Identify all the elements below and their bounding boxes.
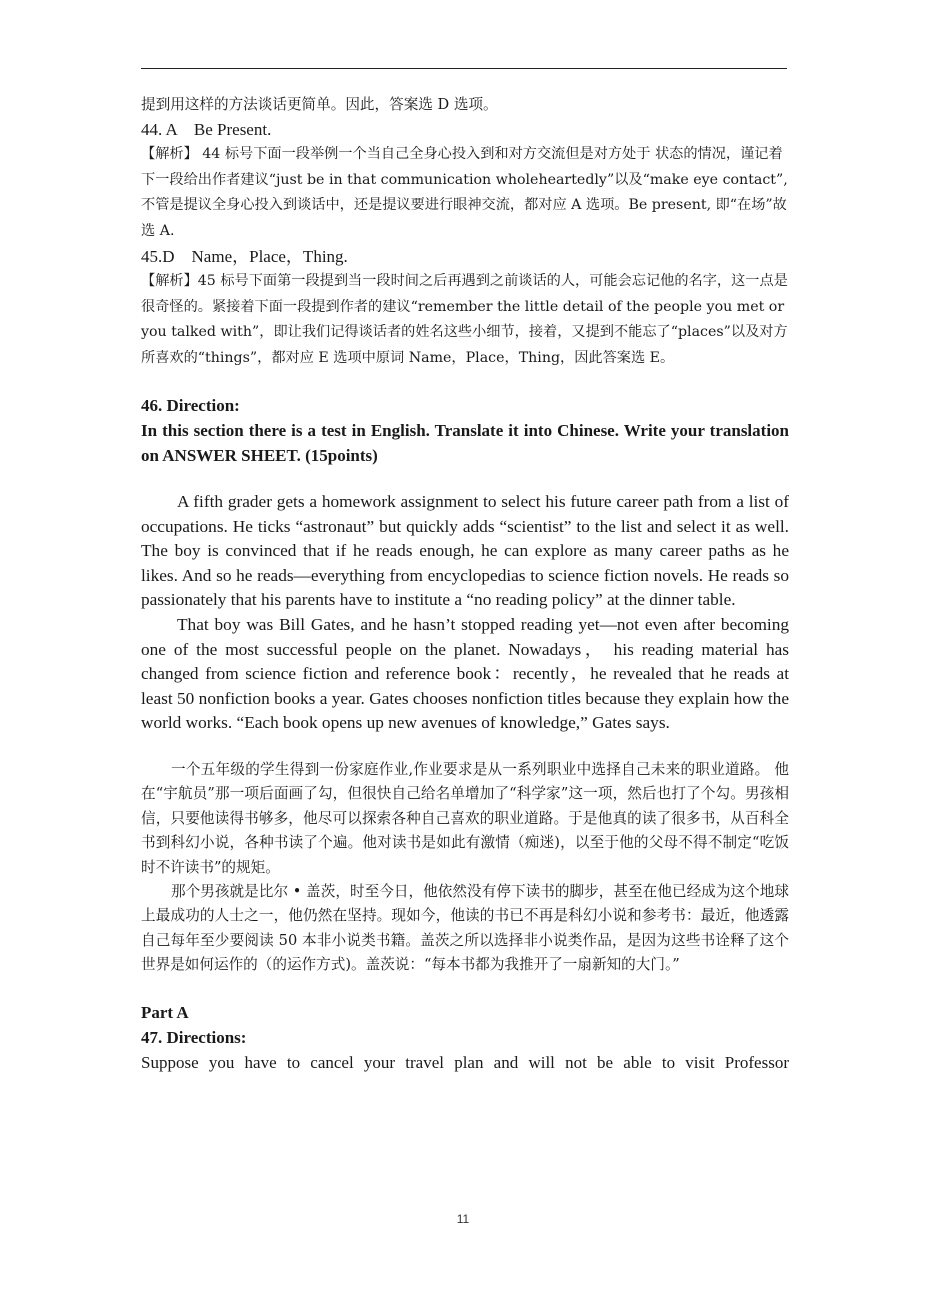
header-rule [141, 68, 787, 69]
analysis-44: 【解析】 44 标号下面一段举例一个当自己全身心投入到和对方交流但是对方处于 状态的情况，谨记着下一段给出作者建议“just be in that communication wholeheartedly”以及“make eye contact”,不管是提议全身心投入到谈话中，还是提议要进行眼神交流，都对应 A 选项。Be present, 即“在场”故选 A. [141, 146, 788, 239]
translation-paragraph-1: 一个五年级的学生得到一份家庭作业,作业要求是从一系列职业中选择自己未来的职业道路。 他在“宇航员”那一项后面画了勾，但很快自己给名单增加了“科学家”这一项，然后也打了个勾。男孩相信，只要他读得书够多，他尽可以探索各种自己喜欢的职业道路。于是他真的读了很多书，从百科全书到科幻小说，各种书读了个遍。他对读书是如此有激情（痴迷)，以至于他的父母不得不制定“吃饭时不许读书”的规矩。 [141, 760, 789, 876]
section-46-title: 46. Direction: [141, 396, 240, 415]
directions-47-title: 47. Directions: [141, 1027, 247, 1047]
translation-paragraph-2: 那个男孩就是比尔 • 盖茨，时至今日，他依然没有停下读书的脚步，甚至在他已经成为这个地球上最成功的人士之一，他仍然在坚持。现如今，他读的书已不再是科幻小说和参考书：最近，他透露自己每年至少要阅读 50 本非小说类书籍。盖茨之所以选择非小说类作品，是因为这些书诠释了这个世界是如何运作的（的运作方式)。盖茨说：“每本书都为我推开了一扇新知的大门。” [141, 882, 789, 974]
section-46-instruction: In this section there is a test in English. Translate it into Chinese. Write your translation on ANSWER SHEET. (15points) [141, 421, 789, 465]
page-number: 11 [456, 1212, 470, 1226]
passage-paragraph-2: That boy was Bill Gates, and he hasn’t stopped reading yet—not even after becoming one of the most successful people on the planet. Nowadays， his reading material has changed from science fiction and reference book：recently，he revealed that he reads at least 50 nonfiction books a year. Gates chooses nonfiction titles because they explain how the world works. “Each book opens up new avenues of knowledge,” Gates says. [141, 614, 789, 733]
passage-paragraph-1: A fifth grader gets a homework assignment to select his future career path from a list of occupations. He ticks “astronaut” but quickly adds “scientist” to the list and select it as well. The boy is convinced that if he reads enough, he can explore as many career paths as he likes. And so he reads—everything from encyclopedias to science fiction novels. He reads so passionately that his parents have to institute a “no reading policy” at the dinner table. [141, 492, 789, 610]
analysis-45: 【解析】45 标号下面第一段提到当一段时间之后再遇到之前谈话的人，可能会忘记他的名字，这一点是很奇怪的。紧接着下面一段提到作者的建议“remember the little detail of the people you met or you talked with”，即让我们记得谈话者的姓名这些小细节，接着，又提到不能忘了“places”以及对方所喜欢的“things”，都对应 E 选项中原词 Name，Place，Thing，因此答案选 E。 [141, 273, 788, 366]
part-a-title: Part A [141, 1002, 189, 1022]
directions-47-first-line: Suppose you have to cancel your travel plan and will not be able to visit Professor [141, 1052, 789, 1072]
answer-45: 45.D Name，Place，Thing. [141, 247, 348, 266]
page-content [141, 92, 789, 1075]
continued-line: 提到用这样的方法谈话更简单。因此，答案选 D 选项。 [141, 96, 498, 113]
answer-44: 44. A Be Present. [141, 120, 272, 139]
